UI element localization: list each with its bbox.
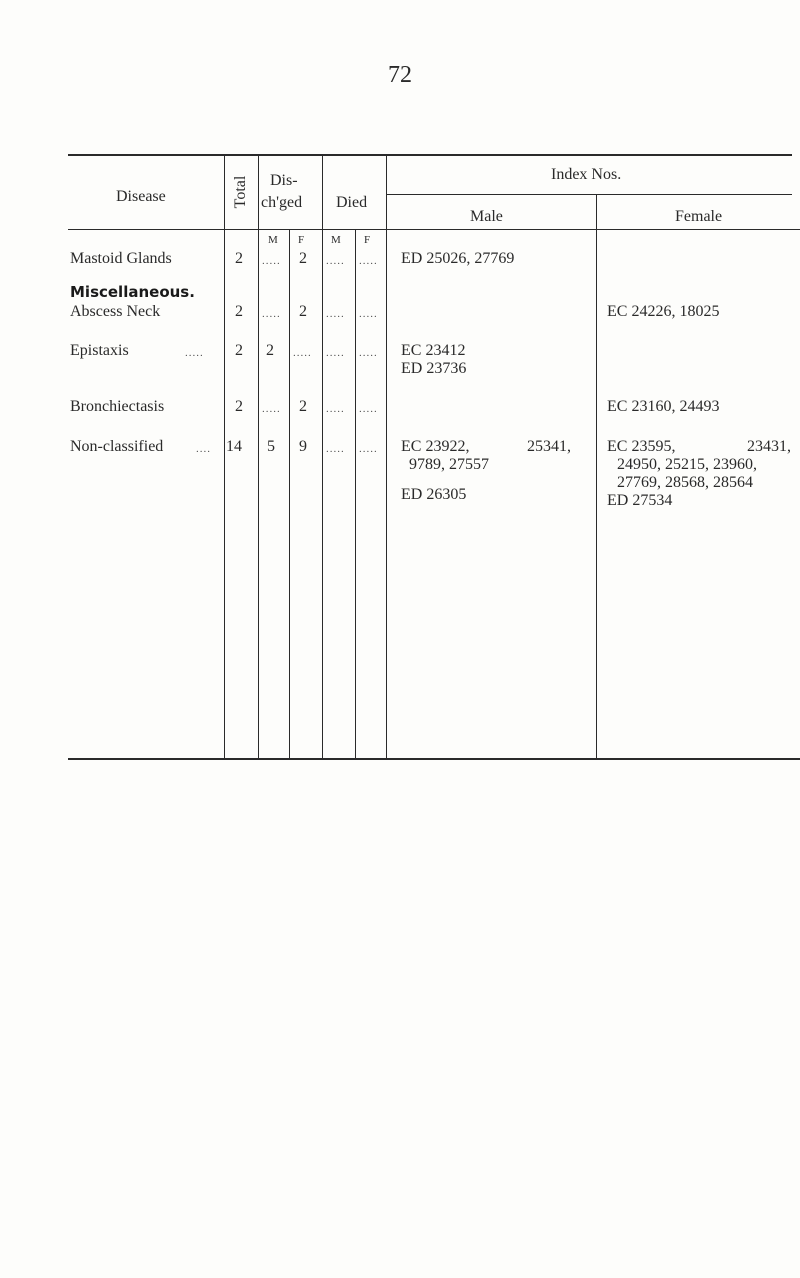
row-mastoid-dis-f: 2 <box>299 250 307 267</box>
row-nonclass-male-3: ED 26305 <box>401 486 467 503</box>
row-abscess-female-1: EC 24226, 18025 <box>607 303 720 320</box>
row-epistaxis-disease-dots: ..... <box>185 347 204 359</box>
row-abscess-disease: Abscess Neck <box>70 303 161 320</box>
row-mastoid-disease: Mastoid Glands <box>70 250 172 267</box>
row-bronch-died-m: ..... <box>326 403 345 415</box>
col-line-total-left <box>224 156 225 229</box>
row-nonclass-female-3: 27769, 28568, 28564 <box>617 474 753 491</box>
row-bronch-dis-f: 2 <box>299 398 307 415</box>
row-nonclass-female-4: ED 27534 <box>607 492 673 509</box>
row-epistaxis-total: 2 <box>235 342 243 359</box>
bottom-rule <box>68 758 800 760</box>
row-bronch-died-f: ..... <box>359 403 378 415</box>
row-abscess-total: 2 <box>235 303 243 320</box>
row-bronch-disease: Bronchiectasis <box>70 398 165 415</box>
header-female: Female <box>675 208 723 225</box>
body-line-6 <box>386 230 387 760</box>
header-died: Died <box>336 194 368 211</box>
page-number: 72 <box>388 62 412 88</box>
body-line-5 <box>355 230 356 760</box>
row-nonclass-female-1b: 23431, <box>747 438 791 455</box>
row-epistaxis-dis-m: 2 <box>266 342 274 359</box>
header-male: Male <box>470 208 503 225</box>
row-abscess-died-f: ..... <box>359 308 378 320</box>
top-rule <box>68 154 792 156</box>
header-bottom-rule <box>68 229 800 230</box>
row-nonclass-male-2: 9789, 27557 <box>409 456 489 473</box>
row-nonclass-dis-f: 9 <box>299 438 307 455</box>
row-nonclass-died-m: ..... <box>326 443 345 455</box>
row-epistaxis-died-f: ..... <box>359 347 378 359</box>
row-nonclass-total: 14 <box>226 438 242 455</box>
row-mastoid-dis-m: ..... <box>262 255 281 267</box>
row-epistaxis-disease: Epistaxis <box>70 342 129 359</box>
row-abscess-dis-m: ..... <box>262 308 281 320</box>
row-epistaxis-died-m: ..... <box>326 347 345 359</box>
row-mastoid-total: 2 <box>235 250 243 267</box>
row-nonclass-dis-m: 5 <box>267 438 275 455</box>
body-line-1 <box>224 230 225 760</box>
header-total: Total <box>232 175 249 209</box>
sub-header-died-m: M <box>331 234 341 246</box>
row-nonclass-male-1b: 25341, <box>527 438 571 455</box>
row-bronch-female-1: EC 23160, 24493 <box>607 398 720 415</box>
section-miscellaneous: Miscellaneous. <box>70 283 195 301</box>
row-mastoid-died-f: ..... <box>359 255 378 267</box>
row-mastoid-died-m: ..... <box>326 255 345 267</box>
row-bronch-dis-m: ..... <box>262 403 281 415</box>
row-epistaxis-dis-f: ..... <box>293 347 312 359</box>
header-discharged-1: Dis- <box>270 172 298 189</box>
body-line-2 <box>258 230 259 760</box>
body-line-3 <box>289 230 290 760</box>
col-line-total-right <box>258 156 259 229</box>
row-abscess-dis-f: 2 <box>299 303 307 320</box>
col-line-female <box>596 195 597 229</box>
sub-header-dis-m: M <box>268 234 278 246</box>
sub-header-dis-f: F <box>298 234 305 246</box>
header-index-nos: Index Nos. <box>551 166 622 183</box>
row-nonclass-female-2: 24950, 25215, 23960, <box>617 456 757 473</box>
header-disease: Disease <box>116 188 166 205</box>
row-nonclass-disease: Non-classified <box>70 438 164 455</box>
header-discharged-2: ch'ged <box>261 194 303 211</box>
row-mastoid-male-1: ED 25026, 27769 <box>401 250 515 267</box>
row-nonclass-female-1: EC 23595, <box>607 438 676 455</box>
sub-header-died-f: F <box>364 234 371 246</box>
row-epistaxis-male-1: EC 23412 <box>401 342 466 359</box>
col-line-died-right <box>386 156 387 229</box>
row-nonclass-disease-dots: .... <box>196 443 211 455</box>
index-sub-rule <box>386 194 792 195</box>
row-nonclass-male-1: EC 23922, <box>401 438 470 455</box>
row-bronch-total: 2 <box>235 398 243 415</box>
row-abscess-died-m: ..... <box>326 308 345 320</box>
row-epistaxis-male-2: ED 23736 <box>401 360 467 377</box>
row-nonclass-died-f: ..... <box>359 443 378 455</box>
body-line-4 <box>322 230 323 760</box>
col-line-died-left <box>322 156 323 229</box>
body-line-7 <box>596 230 597 760</box>
